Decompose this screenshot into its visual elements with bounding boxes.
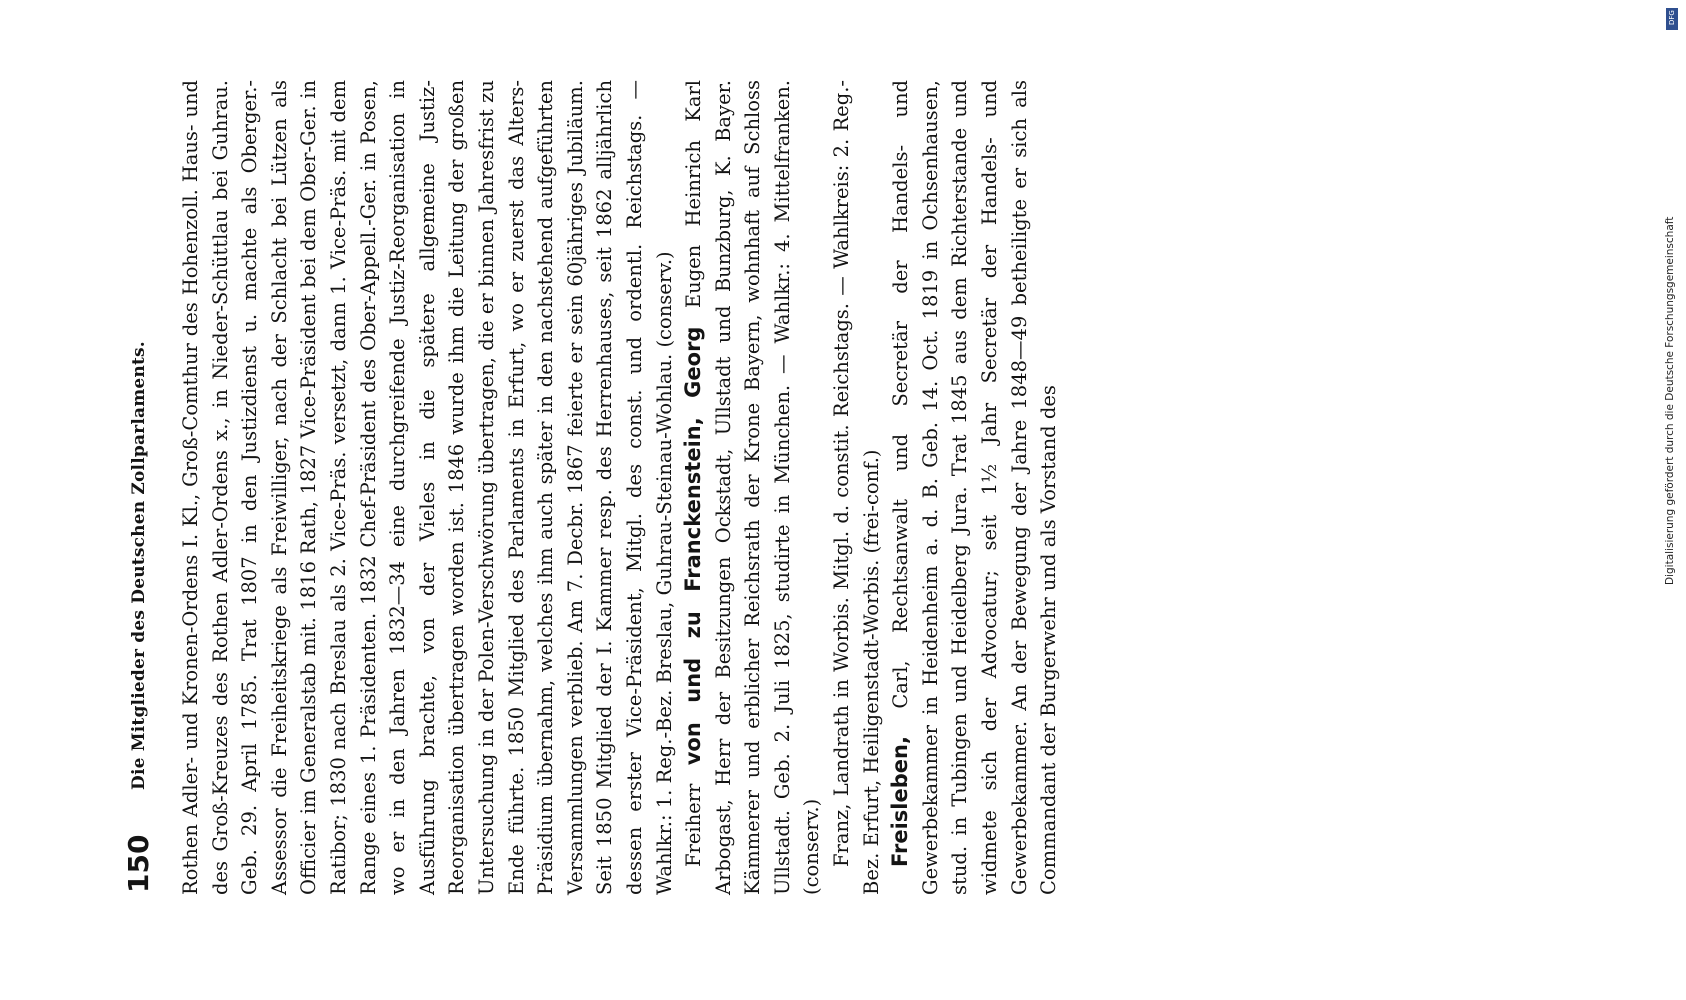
entry-name: von und zu Franckenstein, Georg: [681, 326, 706, 766]
running-head-title: Die Mitglieder des Deutschen Zollparlaments.: [129, 341, 149, 790]
entry-name: Freisleben,: [888, 736, 913, 867]
body-text: [176, 80, 1064, 895]
entry-text: Eugen Heinrich Karl Arbogast, Herr der Besitzungen Ockstadt, Ullstadt und Bunzburg, K. Bayer. Kämmerer und erblicher Reichsrath der Krone Bayern, wohnhaft auf Schloss Ullstadt. Geb. 2. Juli 1825, studirte in München. — Wahlkr.: 4. Mittelfranken. (conserv.): [682, 79, 824, 895]
entry-name-prefix: Freiherr: [682, 783, 706, 867]
entry-name: Franz,: [830, 803, 854, 867]
page-number: 150: [122, 834, 155, 893]
entry-franz: [827, 80, 886, 895]
entry-franckenstein: [679, 80, 827, 895]
entry-text: Carl, Rechtsanwalt und Secretär der Handels- und Gewerbekammer in Heidenheim a. d. B. Geb. 14. Oct. 1819 in Ochsenhausen, stud. in Tubingen und Heidelberg Jura. Trat 1845 aus dem Richterstande und widmete sich der Advocatur; seit 1½ Jahr Secretär der Handels- und Gewerbekammer. An der Bewegung der Jahre 1848—49 betheiligte er sich als Commandant der Burgerwehr und als Vorstand des: [889, 79, 1061, 895]
running-head: [120, 80, 160, 895]
entry-text: Landrath in Worbis. Mitgl. d. constit. Reichstags. — Wahlkreis: 2. Reg.-Bez. Erfurt, Heiligenstadt-Worbis. (frei-conf.): [830, 80, 883, 895]
entry-freisleben: [886, 80, 1064, 895]
rotated-page-content: [120, 80, 1500, 895]
dfg-logo-text: DFG: [1668, 10, 1676, 25]
digitization-note: Digitalisierung gefördert durch die Deutsche Forschungsgemeinschaft: [1664, 216, 1676, 585]
entry-continued: Rothen Adler- und Kronen-Ordens I. Kl., Groß-Comthur des Hohenzoll. Haus- und des Groß-Kreuzes des Rothen Adler-Ordens x., in Nieder-Schüttlau bei Guhrau. Geb. 29. April 1785. Trat 1807 in den Justizdienst u. machte als Oberger.-Assessor die Freiheitskriege als Freiwilliger, nach der Schlacht bei Lützen als Officier im Generalstab mit. 1816 Rath, 1827 Vice-Präsident bei dem Ober-Ger. in Ratibor; 1830 nach Breslau als 2. Vice-Präs. versetzt, dann 1. Vice-Präs. mit dem Range eines 1. Präsidenten. 1832 Chef-Präsident des Ober-Appell.-Ger. in Posen, wo er in den Jahren 1832—34 eine durchgreifende Justiz-Reorganisation in Ausführung brachte, von der Vieles in die spätere allgemeine Justiz-Reorganisation übertragen worden ist. 1846 wurde ihm die Leitung der großen Untersuchung in der Polen-Verschwörung übertragen, die er binnen Jahresfrist zu Ende führte. 1850 Mitglied des Parlaments in Erfurt, wo er zuerst das Alters-Präsidium übernahm, welches ihm auch später in den nachstehend aufgeführten Versammlungen verblieb. Am 7. Decbr. 1867 feierte er sein 60jähriges Jubiläum. Seit 1850 Mitglied der I. Kammer resp. des Herrenhauses, seit 1862 alljährlich dessen erster Vice-Präsident, Mitgl. des const. und ordentl. Reichstags. — Wahlkr.: 1. Reg.-Bez. Breslau, Guhrau-Steinau-Wohlau. (conserv.): [179, 80, 676, 895]
